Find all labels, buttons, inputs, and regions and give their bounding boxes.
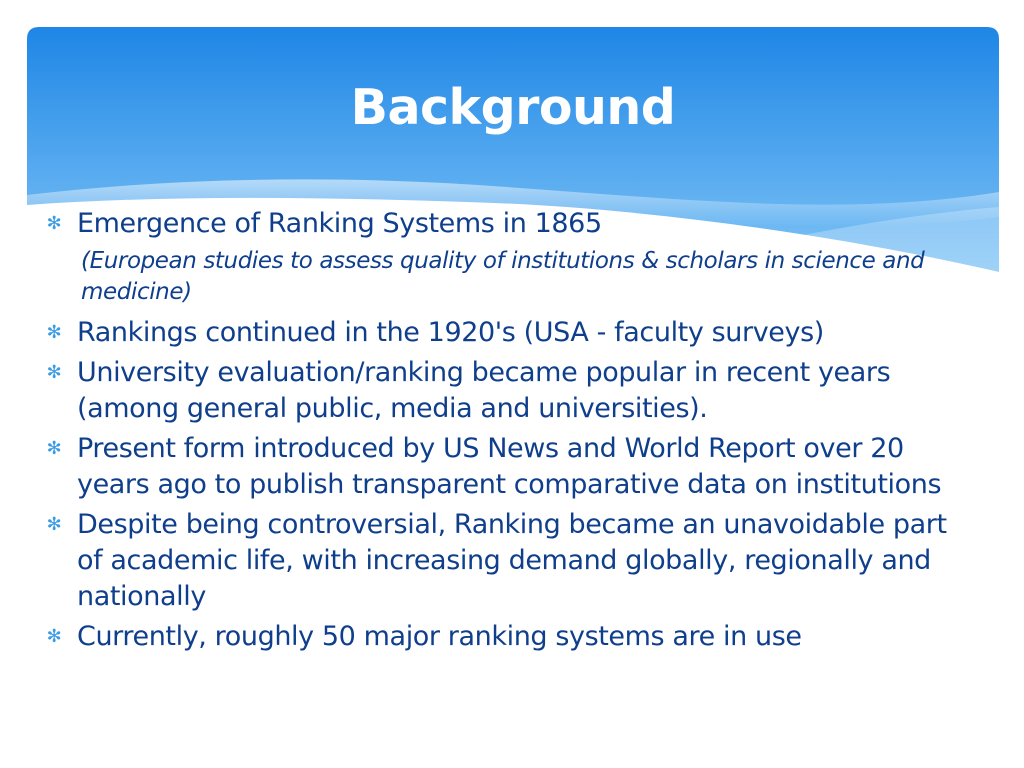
bullet-item <box>44 355 974 427</box>
asterisk-bullet-icon: ✻ <box>46 322 62 343</box>
slide-title: Background <box>350 79 676 136</box>
bullet-item <box>44 206 974 242</box>
bullet-item <box>44 619 974 655</box>
bullet-list <box>44 206 974 659</box>
bullet-item <box>44 315 974 351</box>
bullet-text: Rankings continued in the 1920's (USA - faculty surveys) <box>77 317 824 348</box>
bullet-text: Currently, roughly 50 major ranking systems are in use <box>77 621 802 652</box>
asterisk-bullet-icon: ✻ <box>46 438 62 459</box>
bullet-text: Emergence of Ranking Systems in 1865 <box>77 208 602 239</box>
asterisk-bullet-icon: ✻ <box>46 514 62 535</box>
asterisk-bullet-icon: ✻ <box>46 362 62 383</box>
bullet-item <box>44 507 974 615</box>
sub-note: (European studies to assess quality of institutions & scholars in science and medicine) <box>81 248 925 305</box>
asterisk-bullet-icon: ✻ <box>46 213 62 234</box>
bullet-item <box>44 431 974 503</box>
bullet-text: University evaluation/ranking became popular in recent years (among general public, media and universities). <box>77 357 891 424</box>
bullet-text: Despite being controversial, Ranking became an unavoidable part of academic life, with increasing demand globally, regionally and nationally <box>77 509 947 612</box>
bullet-text: Present form introduced by US News and World Report over 20 years ago to publish transparent comparative data on institutions <box>77 433 942 500</box>
asterisk-bullet-icon: ✻ <box>46 626 62 647</box>
